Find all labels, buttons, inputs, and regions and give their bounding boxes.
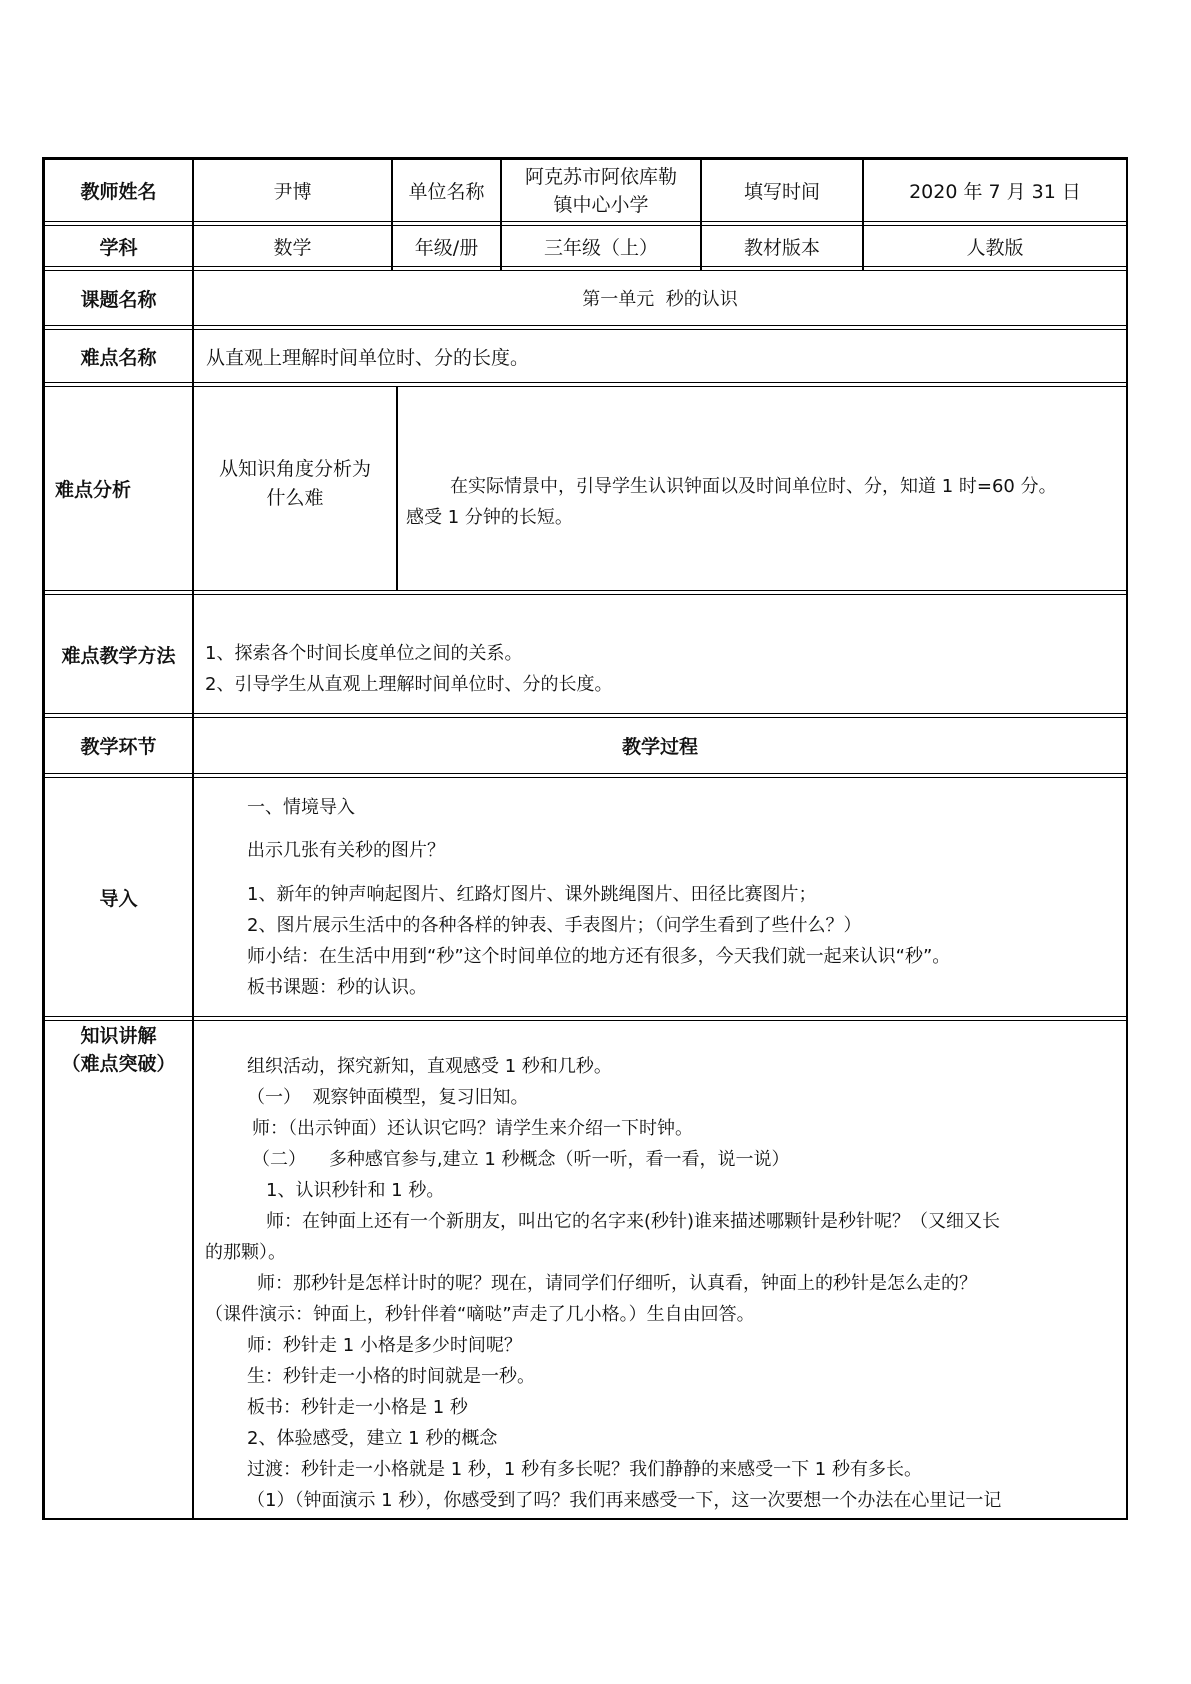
difficulty-label: 难点名称 xyxy=(80,346,157,369)
teacher-name-value: 尹博 xyxy=(273,181,312,203)
row-separator xyxy=(42,590,1128,591)
row-separator xyxy=(42,773,1128,774)
row-separator xyxy=(42,1016,1128,1017)
grade-value: 三年级（上） xyxy=(543,236,658,259)
intro-label: 导入 xyxy=(99,887,138,910)
analysis-text-line2: 感受 1 分钟的长短。 xyxy=(406,507,573,528)
knowledge-label xyxy=(45,1022,192,1082)
unit-name-value xyxy=(502,160,700,221)
label-column-divider xyxy=(192,157,194,1520)
analysis-sub-label xyxy=(194,455,396,525)
analysis-divider xyxy=(396,386,398,590)
row-separator xyxy=(42,777,1128,778)
intro-line: 2、图片展示生活中的各种各样的钟表、手表图片；（问学生看到了些什么？） xyxy=(247,915,862,936)
unit-name-line2: 镇中心小学 xyxy=(553,194,649,216)
knowledge-line: （1）（钟面演示 1 秒），你感受到了吗？我们再来感受一下，这一次要想一个办法在心里记一记 xyxy=(247,1490,1002,1511)
row-separator xyxy=(42,713,1128,714)
difficulty-value: 从直观上理解时间单位时、分的长度。 xyxy=(206,346,530,369)
edition-label: 教材版本 xyxy=(743,236,820,259)
intro-line: 师小结：在生活中用到“秒”这个时间单位的地方还有很多，今天我们就一起来认识“秒”。 xyxy=(247,946,951,967)
intro-line: 出示几张有关秒的图片？ xyxy=(247,840,445,861)
table-border-right xyxy=(1126,157,1128,1520)
row-separator xyxy=(42,594,1128,595)
knowledge-line: 师：在钟面上还有一个新朋友，叫出它的名字来(秒针)谁来描述哪颗针是秒针呢？（又细又长 xyxy=(266,1211,1001,1232)
stage-label: 教学环节 xyxy=(80,736,157,758)
row-separator xyxy=(42,221,1128,222)
teacher-name-label: 教师姓名 xyxy=(80,181,157,203)
row-separator xyxy=(42,1020,1128,1021)
intro-line: 板书课题：秒的认识。 xyxy=(247,977,427,998)
knowledge-label-line1: 知识讲解 xyxy=(80,1025,157,1047)
analysis-sub-label-line2: 什么难 xyxy=(266,487,324,509)
knowledge-line: 生：秒针走一小格的时间就是一秒。 xyxy=(247,1366,535,1387)
knowledge-line: 师：那秒针是怎样计时的呢？现在，请同学们仔细听，认真看，钟面上的秒针是怎么走的？ xyxy=(257,1273,977,1294)
knowledge-line: 师：（出示钟面）还认识它吗？请学生来介绍一下时钟。 xyxy=(252,1118,693,1139)
method-line2: 2、引导学生从直观上理解时间单位时、分的长度。 xyxy=(205,674,613,695)
subject-value: 数学 xyxy=(273,236,312,259)
intro-line: 1、新年的钟声响起图片、红路灯图片、课外跳绳图片、田径比赛图片； xyxy=(247,884,817,905)
knowledge-line: 组织活动，探究新知，直观感受 1 秒和几秒。 xyxy=(247,1056,612,1077)
topic-label: 课题名称 xyxy=(80,288,157,311)
subject-label: 学科 xyxy=(99,236,138,259)
analysis-text-line1: 在实际情景中，引导学生认识钟面以及时间单位时、分，知道 1 时=60 分。 xyxy=(450,476,1057,497)
unit-name-line1: 阿克苏市阿依库勒 xyxy=(524,166,677,188)
grade-label: 年级/册 xyxy=(414,236,479,259)
knowledge-line: 师：秒针走 1 小格是多少时间呢？ xyxy=(247,1335,522,1356)
fill-time-value: 2020 年 7 月 31 日 xyxy=(909,181,1081,203)
method-line1: 1、探索各个时间长度单位之间的关系。 xyxy=(205,643,523,664)
method-label: 难点教学方法 xyxy=(61,644,176,667)
knowledge-line: 的那颗）。 xyxy=(205,1242,286,1263)
row-separator xyxy=(42,386,1128,387)
knowledge-line: 板书：秒针走一小格是 1 秒 xyxy=(247,1397,468,1418)
analysis-sub-label-line1: 从知识角度分析为 xyxy=(218,458,371,480)
knowledge-line: （课件演示：钟面上，秒针伴着“嘀哒”声走了几小格。）生自由回答。 xyxy=(205,1304,755,1325)
topic-value: 第一单元 秒的认识 xyxy=(582,289,738,310)
edition-value: 人教版 xyxy=(966,236,1024,259)
row-separator xyxy=(42,266,1128,267)
knowledge-label-line2: （难点突破） xyxy=(61,1053,176,1075)
row-separator xyxy=(42,325,1128,326)
table-border-bottom xyxy=(42,1518,1128,1520)
fill-time-label: 填写时间 xyxy=(743,181,820,203)
knowledge-line: （二） 多种感官参与,建立 1 秒概念（听一听，看一看，说一说） xyxy=(252,1149,790,1170)
knowledge-line: （一） 观察钟面模型，复习旧知。 xyxy=(247,1087,529,1108)
knowledge-line: 过渡：秒针走一小格就是 1 秒，1 秒有多长呢？我们静静的来感受一下 1 秒有多长。 xyxy=(247,1459,922,1480)
intro-line: 一、情境导入 xyxy=(247,797,355,818)
unit-name-label: 单位名称 xyxy=(408,181,485,203)
process-label: 教学过程 xyxy=(621,736,698,758)
analysis-label: 难点分析 xyxy=(55,479,132,501)
row-separator xyxy=(42,382,1128,383)
knowledge-line: 2、体验感受，建立 1 秒的概念 xyxy=(247,1428,498,1449)
knowledge-line: 1、认识秒针和 1 秒。 xyxy=(266,1180,445,1201)
